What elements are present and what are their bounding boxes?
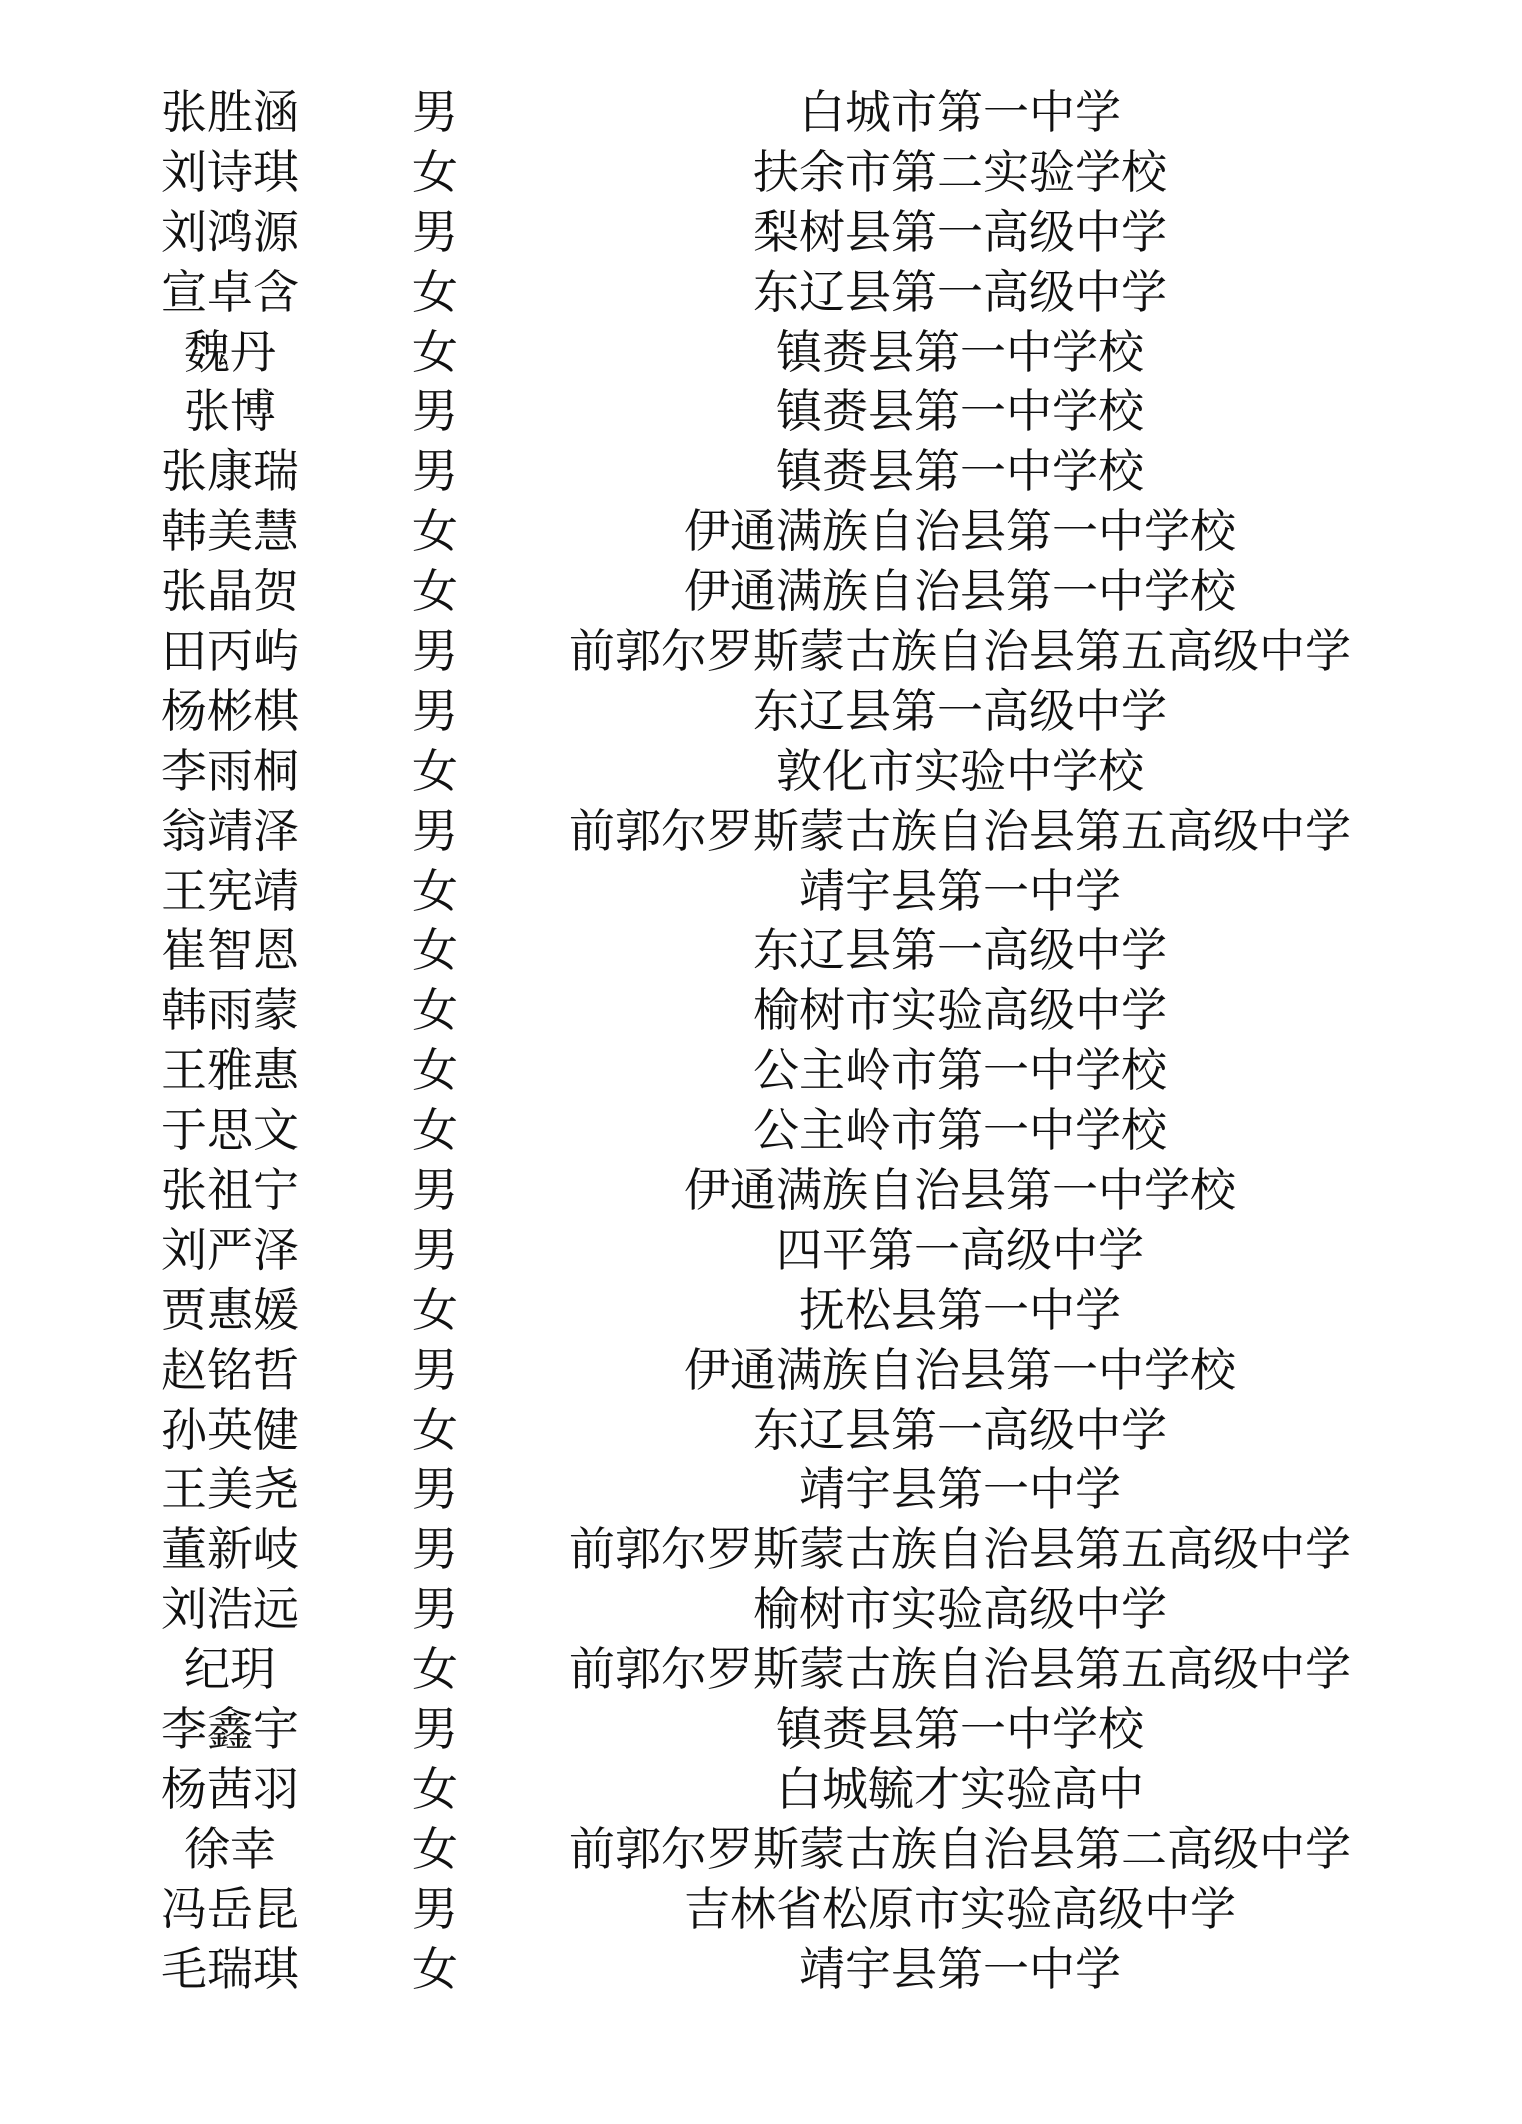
list-row <box>0 1281 1522 1341</box>
student-school: 白城毓才实验高中 <box>776 1761 1144 1816</box>
student-name: 刘浩远 <box>161 1582 299 1637</box>
student-gender: 男 <box>412 85 458 139</box>
list-row <box>0 263 1522 323</box>
list-row <box>0 921 1522 981</box>
student-gender: 女 <box>412 1043 458 1098</box>
student-gender: 女 <box>412 504 458 559</box>
student-school: 抚松县第一中学 <box>799 1282 1121 1337</box>
student-gender: 男 <box>412 1462 458 1517</box>
list-row <box>0 323 1522 383</box>
list-row <box>0 862 1522 922</box>
student-name: 王宪靖 <box>161 863 299 918</box>
student-name: 张祖宁 <box>161 1163 299 1218</box>
student-gender: 女 <box>412 1821 458 1876</box>
student-gender: 男 <box>412 384 458 439</box>
student-gender: 女 <box>412 743 458 798</box>
list-row <box>0 1460 1522 1520</box>
student-school: 前郭尔罗斯蒙古族自治县第五高级中学 <box>569 803 1351 858</box>
student-school: 伊通满族自治县第一中学校 <box>684 504 1236 559</box>
list-row <box>0 1161 1522 1221</box>
student-school: 梨树县第一高级中学 <box>753 204 1167 259</box>
student-gender: 女 <box>412 983 458 1038</box>
student-gender: 女 <box>412 1282 458 1337</box>
student-name: 刘诗琪 <box>161 144 299 199</box>
student-name: 杨彬棋 <box>161 683 299 738</box>
student-school: 镇赉县第一中学校 <box>776 444 1144 499</box>
student-gender: 男 <box>412 1881 458 1936</box>
list-row <box>0 1341 1522 1401</box>
list-row <box>0 1580 1522 1640</box>
student-school: 四平第一高级中学 <box>776 1222 1144 1277</box>
list-row <box>0 1221 1522 1281</box>
list-row <box>0 1940 1522 2000</box>
student-name: 徐幸 <box>184 1821 276 1876</box>
student-gender: 女 <box>412 863 458 918</box>
student-name: 贾惠媛 <box>161 1282 299 1337</box>
student-school: 东辽县第一高级中学 <box>753 923 1167 978</box>
list-row <box>0 1401 1522 1461</box>
student-school: 吉林省松原市实验高级中学 <box>684 1881 1236 1936</box>
student-name: 毛瑞琪 <box>161 1941 299 1996</box>
student-name: 孙英健 <box>161 1402 299 1457</box>
student-school: 东辽县第一高级中学 <box>753 1402 1167 1457</box>
student-school: 靖宇县第一中学 <box>799 1941 1121 1996</box>
list-row <box>0 981 1522 1041</box>
student-gender: 男 <box>412 624 458 679</box>
student-gender: 女 <box>412 1103 458 1158</box>
student-gender: 男 <box>412 1342 458 1397</box>
student-gender: 男 <box>412 1163 458 1218</box>
student-name: 赵铭哲 <box>161 1342 299 1397</box>
list-row <box>0 143 1522 203</box>
student-name: 纪玥 <box>184 1642 276 1697</box>
student-gender: 女 <box>412 1941 458 1996</box>
student-name: 翁靖泽 <box>161 803 299 858</box>
student-school: 公主岭市第一中学校 <box>753 1103 1167 1158</box>
list-row <box>0 742 1522 802</box>
student-gender: 男 <box>412 1702 458 1757</box>
student-school: 东辽县第一高级中学 <box>753 264 1167 319</box>
student-school: 敦化市实验中学校 <box>776 743 1144 798</box>
student-name: 韩美慧 <box>161 504 299 559</box>
list-row <box>0 1101 1522 1161</box>
student-school: 白城市第一中学 <box>799 85 1121 139</box>
list-row <box>0 442 1522 502</box>
list-row <box>0 562 1522 622</box>
student-school: 榆树市实验高级中学 <box>753 983 1167 1038</box>
student-gender: 女 <box>412 1761 458 1816</box>
student-name: 张晶贺 <box>161 564 299 619</box>
list-row <box>0 502 1522 562</box>
student-school: 镇赉县第一中学校 <box>776 1702 1144 1757</box>
student-school: 前郭尔罗斯蒙古族自治县第五高级中学 <box>569 624 1351 679</box>
student-name: 董新岐 <box>161 1522 299 1577</box>
student-name: 崔智恩 <box>161 923 299 978</box>
student-name: 杨茜羽 <box>161 1761 299 1816</box>
student-name: 李雨桐 <box>161 743 299 798</box>
student-school: 镇赉县第一中学校 <box>776 324 1144 379</box>
student-gender: 女 <box>412 564 458 619</box>
list-row <box>0 1700 1522 1760</box>
student-gender: 女 <box>412 324 458 379</box>
student-school: 伊通满族自治县第一中学校 <box>684 564 1236 619</box>
student-gender: 男 <box>412 683 458 738</box>
student-school: 扶余市第二实验学校 <box>753 144 1167 199</box>
list-row <box>0 83 1522 143</box>
list-row <box>0 382 1522 442</box>
student-name: 刘鸿源 <box>161 204 299 259</box>
student-gender: 女 <box>412 1402 458 1457</box>
list-row <box>0 1760 1522 1820</box>
student-school: 靖宇县第一中学 <box>799 863 1121 918</box>
student-school: 伊通满族自治县第一中学校 <box>684 1342 1236 1397</box>
list-row <box>0 682 1522 742</box>
list-row <box>0 1820 1522 1880</box>
student-gender: 女 <box>412 144 458 199</box>
student-school: 榆树市实验高级中学 <box>753 1582 1167 1637</box>
student-gender: 男 <box>412 1522 458 1577</box>
student-gender: 女 <box>412 1642 458 1697</box>
student-name: 韩雨蒙 <box>161 983 299 1038</box>
list-row <box>0 203 1522 263</box>
student-name: 王雅惠 <box>161 1043 299 1098</box>
list-row <box>0 802 1522 862</box>
student-school: 靖宇县第一中学 <box>799 1462 1121 1517</box>
student-name: 于思文 <box>161 1103 299 1158</box>
list-row <box>0 1640 1522 1700</box>
student-list <box>0 83 1522 2000</box>
student-school: 镇赉县第一中学校 <box>776 384 1144 439</box>
student-gender: 女 <box>412 923 458 978</box>
student-name: 张胜涵 <box>161 85 299 139</box>
student-gender: 男 <box>412 444 458 499</box>
student-school: 前郭尔罗斯蒙古族自治县第五高级中学 <box>569 1642 1351 1697</box>
student-name: 刘严泽 <box>161 1222 299 1277</box>
student-gender: 男 <box>412 204 458 259</box>
student-name: 李鑫宇 <box>161 1702 299 1757</box>
student-gender: 男 <box>412 803 458 858</box>
student-name: 张康瑞 <box>161 444 299 499</box>
student-gender: 女 <box>412 264 458 319</box>
list-row <box>0 622 1522 682</box>
student-school: 东辽县第一高级中学 <box>753 683 1167 738</box>
student-name: 魏丹 <box>184 324 276 379</box>
student-name: 王美尧 <box>161 1462 299 1517</box>
student-gender: 男 <box>412 1582 458 1637</box>
student-name: 张博 <box>184 384 276 439</box>
student-school: 伊通满族自治县第一中学校 <box>684 1163 1236 1218</box>
student-school: 前郭尔罗斯蒙古族自治县第五高级中学 <box>569 1522 1351 1577</box>
student-gender: 男 <box>412 1222 458 1277</box>
list-row <box>0 1520 1522 1580</box>
list-row <box>0 1880 1522 1940</box>
student-school: 公主岭市第一中学校 <box>753 1043 1167 1098</box>
list-row <box>0 1041 1522 1101</box>
student-name: 田丙屿 <box>161 624 299 679</box>
student-name: 冯岳昆 <box>161 1881 299 1936</box>
student-school: 前郭尔罗斯蒙古族自治县第二高级中学 <box>569 1821 1351 1876</box>
student-name: 宣卓含 <box>161 264 299 319</box>
